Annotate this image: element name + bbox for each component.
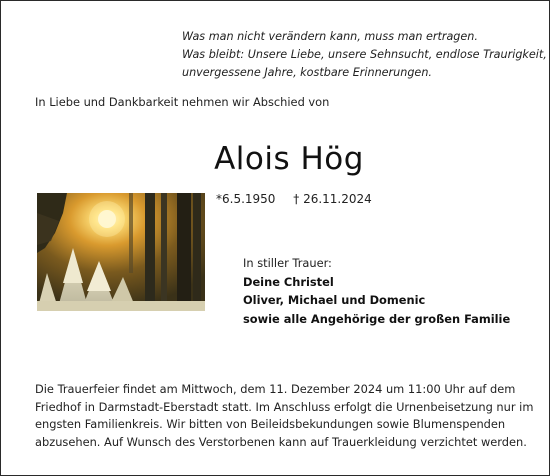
mourners-heading: In stiller Trauer: [243, 256, 332, 270]
notice-line: engsten Familienkreis. Wir bitten von Beileidsbekundungen sowie Blumenspenden [35, 417, 506, 431]
mourner-name: Oliver, Michael und Domenic [243, 293, 426, 307]
deceased-name: Alois Hög [214, 141, 364, 177]
life-dates [216, 192, 372, 206]
death-date: † 26.11.2024 [293, 192, 372, 206]
poem-line: Was man nicht verändern kann, muss man ertragen. [182, 30, 478, 43]
notice-line: abzusehen. Auf Wunsch des Verstorbenen kann auf Trauerkleidung verzichtet werden. [35, 434, 527, 449]
mourners-block [243, 254, 510, 328]
winter-forest-photo [37, 193, 205, 311]
intro-text: In Liebe und Dankbarkeit nehmen wir Abschied von [35, 95, 330, 109]
poem-line: Was bleibt: Unsere Liebe, unsere Sehnsucht, endlose Traurigkeit, [182, 48, 547, 61]
notice-line: Die Trauerfeier findet am Mittwoch, dem 11. Dezember 2024 um 11:00 Uhr auf dem [35, 382, 516, 396]
birth-date: *6.5.1950 [216, 192, 276, 206]
notice-line: Friedhof in Darmstadt-Eberstadt statt. Im Anschluss erfolgt die Urnenbeisetzung nur im [35, 399, 534, 414]
funeral-notice [35, 381, 533, 451]
mourner-name: sowie alle Angehörige der großen Familie [243, 311, 511, 326]
poem [182, 28, 547, 82]
mourner-name: Deine Christel [243, 274, 334, 289]
poem-line: unvergessene Jahre, kostbare Erinnerungen. [182, 66, 432, 79]
